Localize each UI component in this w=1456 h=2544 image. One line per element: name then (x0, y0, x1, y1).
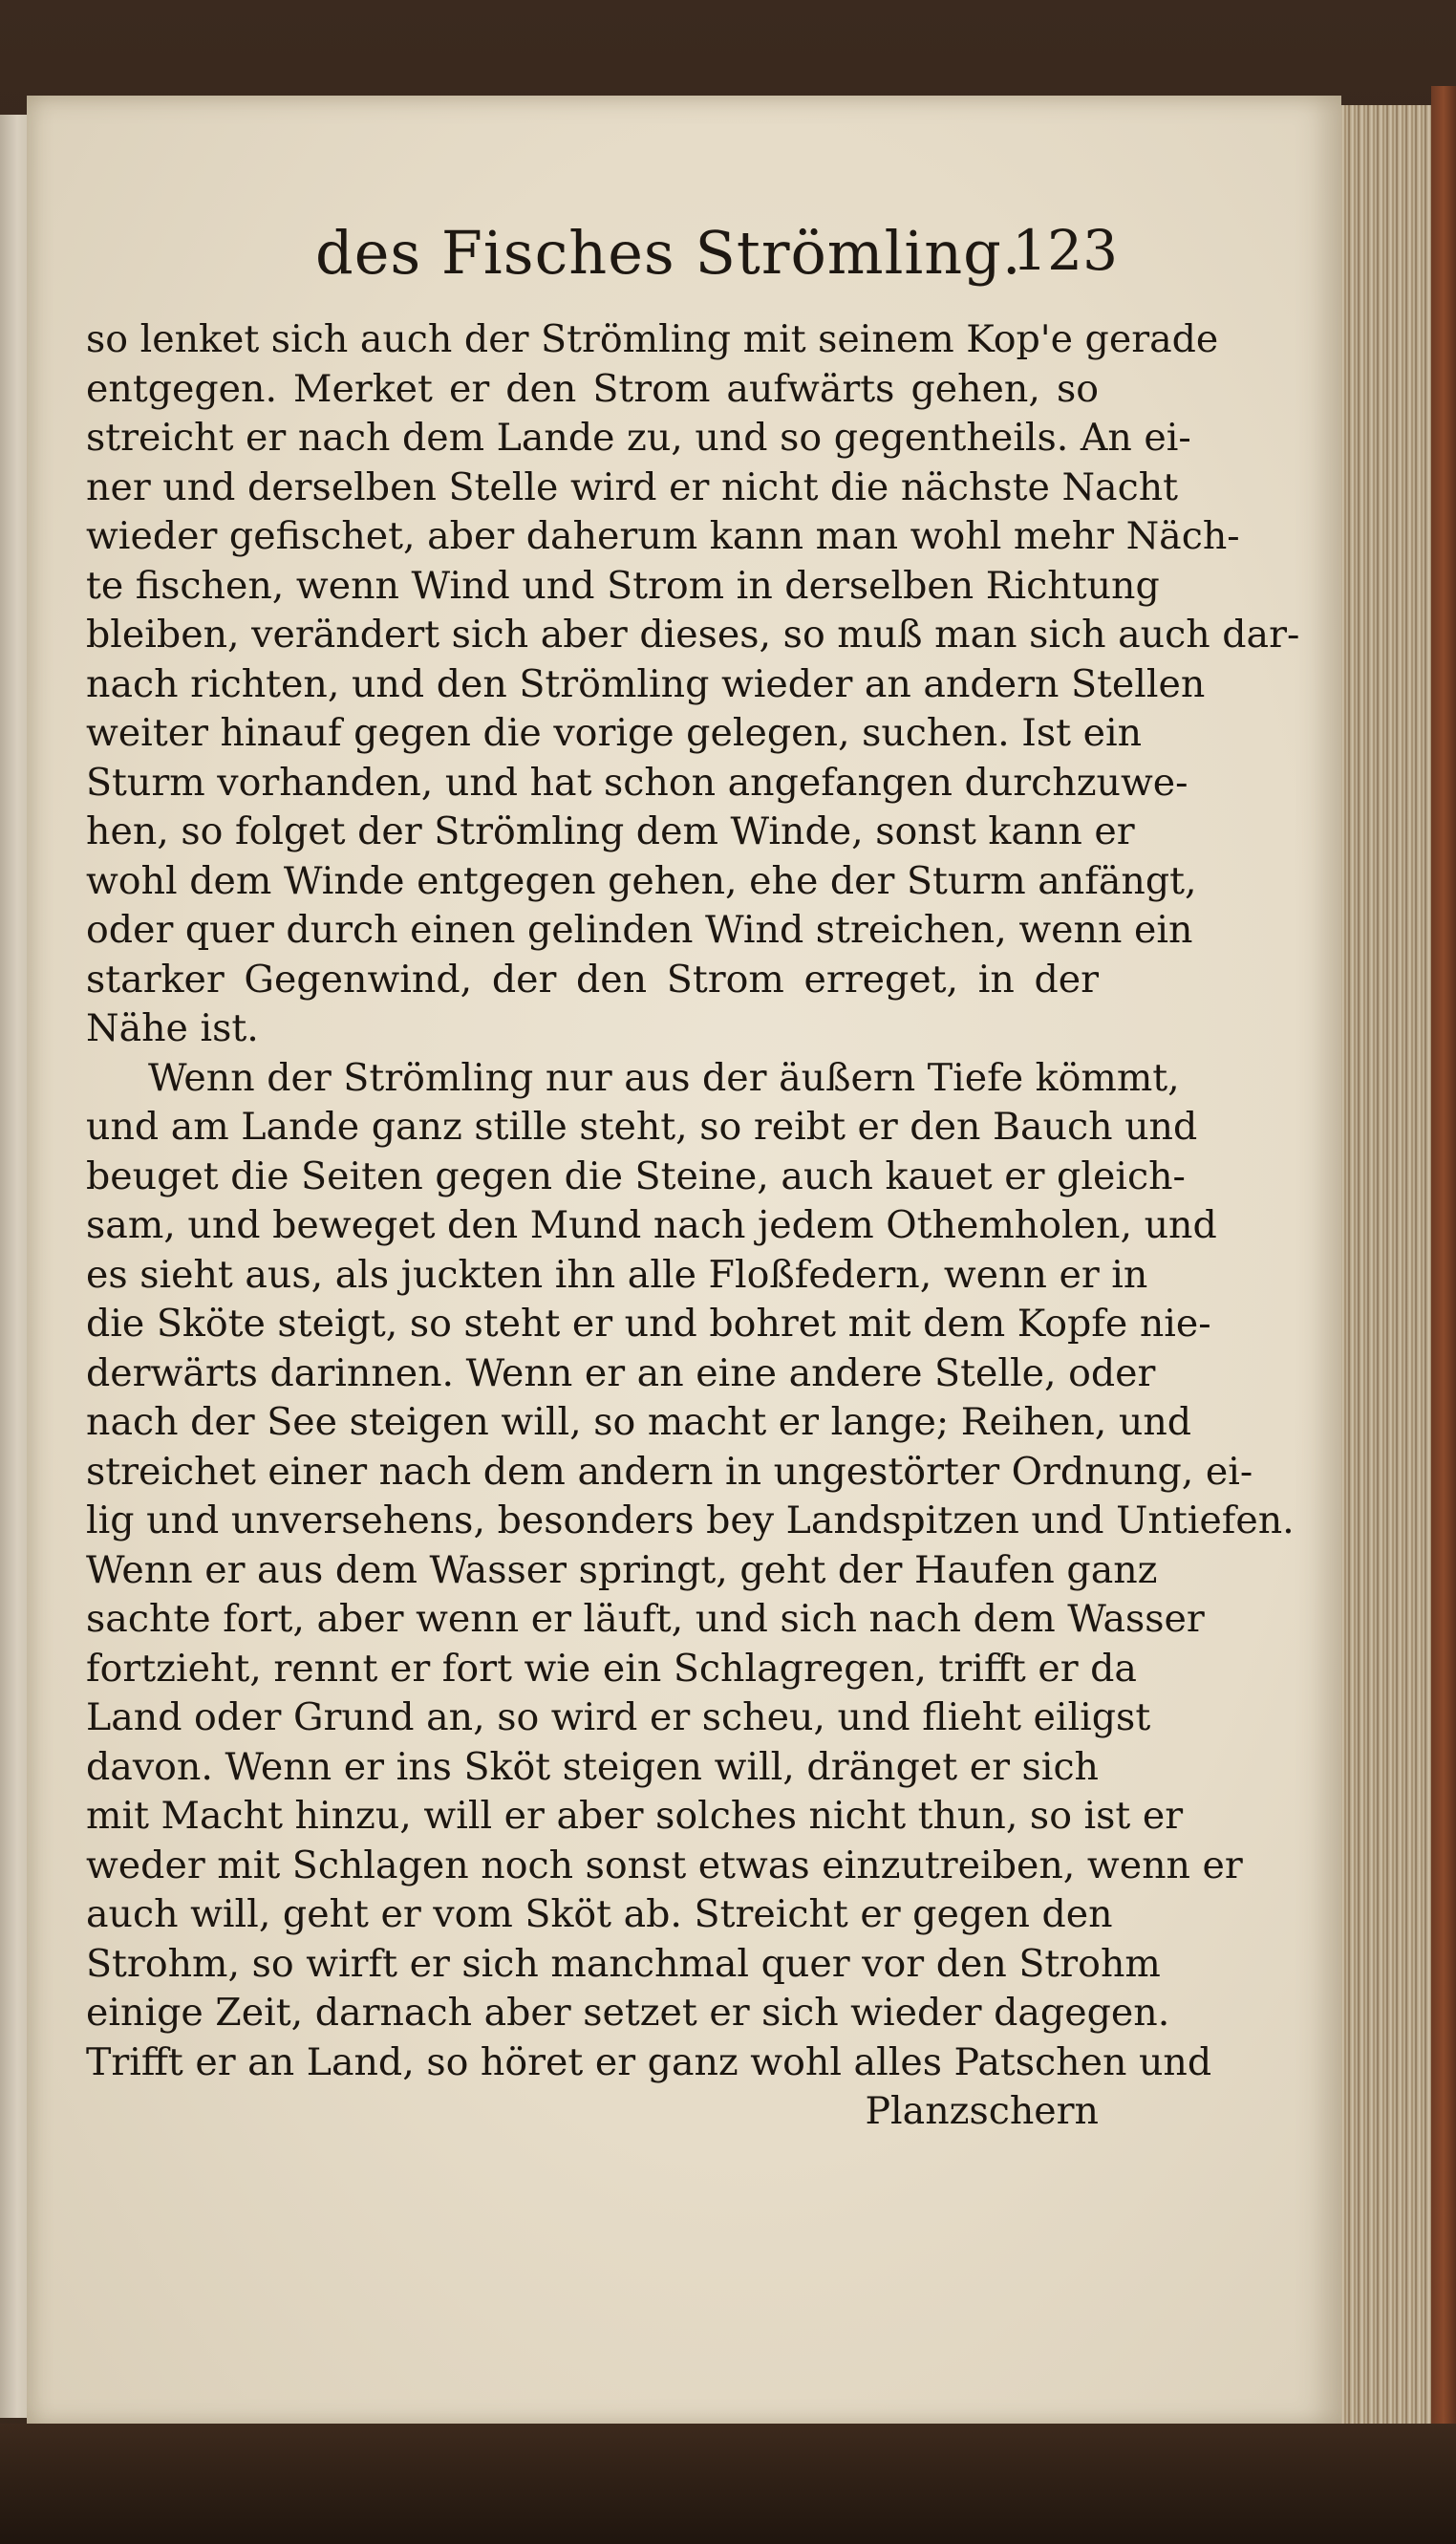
text-line: nach richten, und den Strömling wieder an andern Stellen (86, 661, 1206, 706)
text-line: auch will, geht er vom Sköt ab. Streicht er gegen den (86, 1892, 1113, 1936)
paragraph-2 (86, 1054, 1295, 2088)
text-line: weiter hinauf gegen die vorige gelegen, suchen. Ist ein (86, 711, 1143, 755)
text-line: beuget die Seiten gegen die Steine, auch kauet er gleich- (86, 1153, 1186, 1198)
text-line: mit Macht hinzu, will er aber solches nicht thun, so ist er (86, 1794, 1184, 1838)
page-block-edges (1341, 105, 1437, 2427)
text-line: Trifft er an Land, so höret er ganz wohl alles Patschen und (86, 2039, 1212, 2084)
text-line: Wenn er aus dem Wasser springt, geht der Haufen ganz (86, 1547, 1158, 1592)
text-line: fortzieht, rennt er fort wie ein Schlagregen, trifft er da (86, 1646, 1137, 1691)
text-line: entgegen. Merket er den Strom aufwärts gehen, so (86, 366, 1099, 411)
text-line: Strohm, so wirft er sich manchmal quer vor den Strohm (86, 1941, 1161, 1986)
text-line: streichet einer nach dem andern in ungestörter Ordnung, ei- (86, 1449, 1253, 1494)
text-line: es sieht aus, als juckten ihn alle Floßfedern, wenn er in (86, 1252, 1148, 1297)
text-line: derwärts darinnen. Wenn er an eine andere Stelle, oder (86, 1350, 1156, 1395)
text-line: streicht er nach dem Lande zu, und so gegentheils. An ei- (86, 416, 1191, 460)
text-line: sachte fort, aber wenn er läuft, und sich nach dem Wasser (86, 1597, 1205, 1641)
paragraph-1 (86, 315, 1300, 1054)
text-line: ner und derselben Stelle wird er nicht die nächste Nacht (86, 464, 1179, 509)
text-line: wohl dem Winde entgegen gehen, ehe der Sturm anfängt, (86, 858, 1197, 903)
text-line: hen, so folget der Strömling dem Winde, sonst kann er (86, 809, 1135, 853)
catchword-row (86, 2087, 1099, 2145)
page-number: 123 (1012, 218, 1118, 283)
text-line: davon. Wenn er ins Sköt steigen will, dränget er sich (86, 1744, 1099, 1789)
text-line: die Sköte steigt, so steht er und bohret mit dem Kopfe nie- (86, 1302, 1211, 1346)
text-line: so lenket sich auch der Strömling mit seinem Kop'e gerade (86, 317, 1219, 361)
text-line: weder mit Schlagen noch sonst etwas einzutreiben, wenn er (86, 1843, 1243, 1887)
text-line: bleiben, verändert sich aber dieses, so muß man sich auch dar- (86, 613, 1300, 657)
text-line: Nähe ist. (86, 1006, 259, 1050)
book-cover-edge (1431, 86, 1456, 2447)
text-line: Wenn der Strömling nur aus der äußern Tiefe kömmt, (148, 1055, 1180, 1100)
text-line: Land oder Grund an, so wird er scheu, und flieht eiligst (86, 1695, 1151, 1739)
body-text (86, 315, 1300, 2145)
text-line: oder quer durch einen gelinden Wind streichen, wenn ein (86, 908, 1193, 952)
text-line: und am Lande ganz stille steht, so reibt er den Bauch und (86, 1105, 1198, 1149)
text-line: nach der See steigen will, so macht er lange; Reihen, und (86, 1400, 1192, 1444)
book-cover-bottom (0, 2424, 1456, 2544)
running-title: des Fisches Strömling. (315, 218, 1022, 288)
page-header (315, 218, 1118, 304)
text-line: sam, und beweget den Mund nach jedem Othemholen, und (86, 1203, 1217, 1247)
text-line: Sturm vorhanden, und hat schon angefangen durchzuwe- (86, 760, 1188, 805)
text-line: lig und unversehens, besonders bey Landspitzen und Untiefen. (86, 1498, 1295, 1542)
text-line: starker Gegenwind, der den Strom erreget, in der (86, 957, 1099, 1002)
left-page-edge (0, 115, 29, 2418)
text-line: einige Zeit, darnach aber setzet er sich wieder dagegen. (86, 1991, 1170, 2035)
catchword: Planzschern (865, 2089, 1099, 2133)
text-line: wieder gefischet, aber daherum kann man wohl mehr Näch- (86, 514, 1240, 558)
text-line: te fischen, wenn Wind und Strom in derselben Richtung (86, 563, 1160, 608)
